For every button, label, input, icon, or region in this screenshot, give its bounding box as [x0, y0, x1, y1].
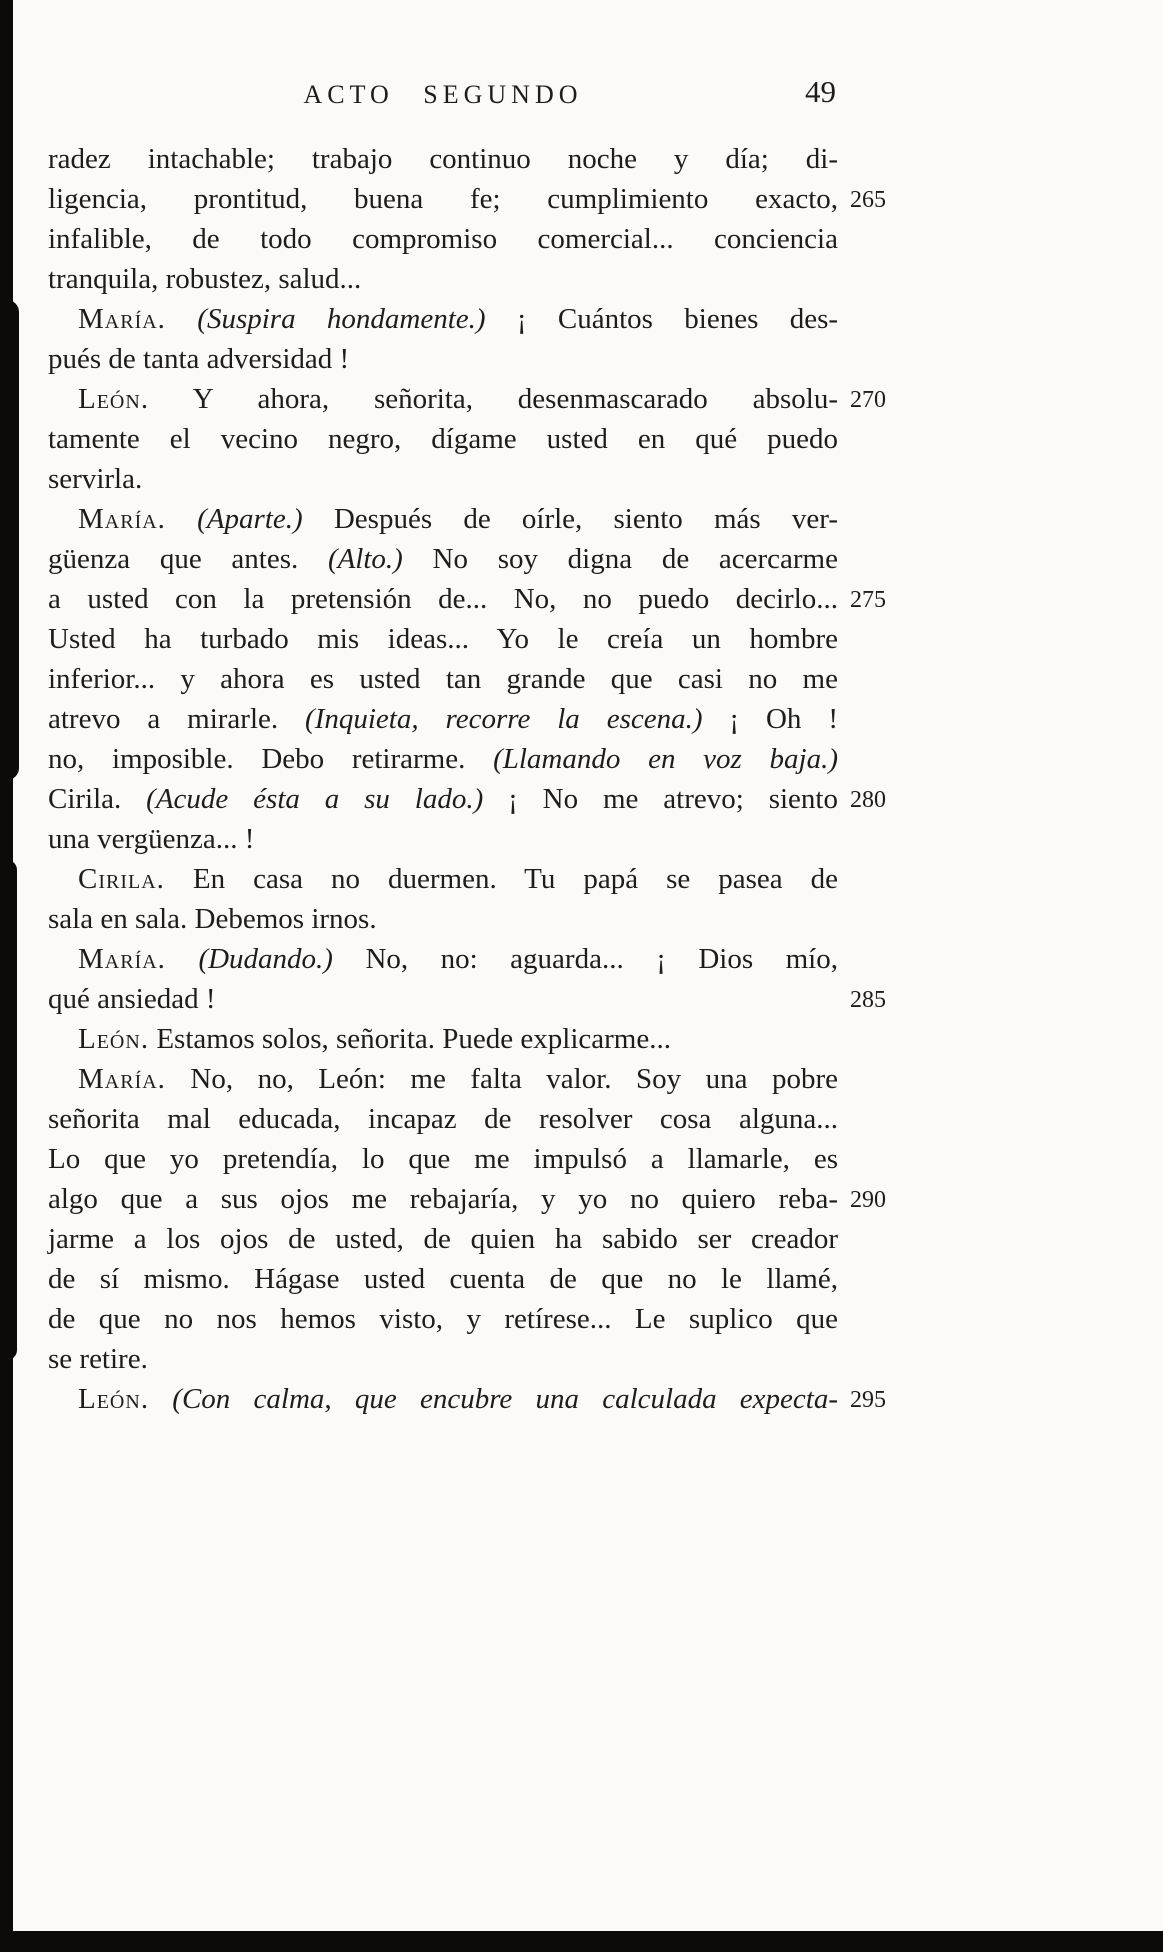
- text-line: [48, 1219, 838, 1259]
- dialogue-text: infalible, de todo compromiso comercial... conciencia: [48, 223, 838, 255]
- speaker-name: María.: [78, 303, 166, 335]
- dialogue-text: radez intachable; trabajo continuo noche y día; di-: [48, 143, 838, 175]
- dialogue-text: Usted ha turbado mis ideas... Yo le creía un hombre: [48, 623, 838, 655]
- verse-number: 275: [850, 587, 886, 613]
- dialogue-text: algo que a sus ojos me rebajaría, y yo no quiero reba-: [48, 1183, 838, 1215]
- dialogue-text: ligencia, prontitud, buena fe; cumplimiento exacto,: [48, 183, 838, 215]
- text-line: [48, 1019, 838, 1059]
- text-line: [48, 1299, 838, 1339]
- text-line: [48, 579, 886, 619]
- dialogue-text: [166, 303, 197, 335]
- stage-direction: (Inquieta, recorre la escena.): [305, 703, 703, 735]
- verse-number: 280: [850, 787, 886, 813]
- stage-direction: (Con calma, que encubre una calculada expecta-: [172, 1383, 838, 1415]
- binding-shadow-blob: [0, 300, 19, 780]
- text-line: [48, 1059, 838, 1099]
- dialogue-text: [166, 943, 199, 975]
- binding-shadow-blob: [0, 60, 10, 240]
- text-line: [48, 619, 838, 659]
- scan-edge-bottom: [0, 1931, 1163, 1952]
- text-line: [48, 779, 886, 819]
- verse-number: 290: [850, 1187, 886, 1213]
- dialogue-text: Lo que yo pretendía, lo que me impulsó a llamarle, es: [48, 1143, 838, 1175]
- dialogue-text: ¡ Cuántos bienes des-: [485, 303, 839, 335]
- text-line: [48, 379, 886, 419]
- play-text: [48, 139, 886, 1419]
- dialogue-text: de que no nos hemos visto, y retírese... Le suplico que: [48, 1303, 838, 1335]
- text-line: [48, 859, 838, 899]
- dialogue-text: una vergüenza... !: [48, 823, 255, 855]
- text-line: [48, 699, 838, 739]
- dialogue-text: Cirila.: [48, 783, 147, 815]
- text-line: [48, 459, 838, 499]
- text-line: [48, 1259, 838, 1299]
- speaker-name: León.: [78, 1023, 150, 1055]
- dialogue-text: tamente el vecino negro, dígame usted en qué puedo: [48, 423, 838, 455]
- text-line: [48, 1099, 838, 1139]
- dialogue-text: se retire.: [48, 1343, 148, 1375]
- dialogue-text: No soy digna de acercarme: [402, 543, 838, 575]
- speaker-name: María.: [78, 503, 166, 535]
- dialogue-text: no, imposible. Debo retirarme.: [48, 743, 494, 775]
- text-line: [48, 1339, 838, 1379]
- dialogue-text: sala en sala. Debemos irnos.: [48, 903, 377, 935]
- stage-direction: (Acude ésta a su lado.): [146, 783, 484, 815]
- stage-direction: (Llamando en voz baja.): [493, 743, 838, 775]
- dialogue-text: inferior... y ahora es usted tan grande que casi no me: [48, 663, 838, 695]
- text-line: [48, 339, 838, 379]
- text-line: [48, 1379, 886, 1419]
- text-line: [48, 139, 838, 179]
- text-line: [48, 899, 838, 939]
- dialogue-text: Estamos solos, señorita. Puede explicarme...: [149, 1023, 671, 1055]
- speaker-name: María.: [78, 943, 166, 975]
- dialogue-text: En casa no duermen. Tu papá se pasea de: [164, 863, 838, 895]
- dialogue-text: servirla.: [48, 463, 143, 495]
- dialogue-text: ¡ Oh !: [702, 703, 839, 735]
- text-line: [48, 739, 838, 779]
- dialogue-text: [149, 1383, 172, 1415]
- text-line: [48, 299, 838, 339]
- stage-direction: (Alto.): [327, 543, 403, 575]
- speaker-name: Cirila.: [78, 863, 165, 895]
- dialogue-text: No, no: aguarda... ¡ Dios mío,: [332, 943, 838, 975]
- dialogue-text: de sí mismo. Hágase usted cuenta de que no le llamé,: [48, 1263, 838, 1295]
- text-line: [48, 179, 886, 219]
- text-line: [48, 659, 838, 699]
- running-header: [48, 76, 838, 116]
- verse-number: 295: [850, 1387, 886, 1413]
- verse-number: 285: [850, 987, 886, 1013]
- dialogue-text: pués de tanta adversidad !: [48, 343, 350, 375]
- act-title: ACTO SEGUNDO: [303, 80, 583, 109]
- dialogue-text: Y ahora, señorita, desenmascarado absolu-: [149, 383, 838, 415]
- dialogue-text: [166, 503, 197, 535]
- dialogue-text: señorita mal educada, incapaz de resolver cosa alguna...: [48, 1103, 838, 1135]
- stage-direction: (Aparte.): [197, 503, 303, 535]
- text-line: [48, 819, 838, 859]
- dialogue-text: güenza que antes.: [48, 543, 328, 575]
- verse-number: 270: [850, 387, 886, 413]
- dialogue-text: jarme a los ojos de usted, de quien ha sabido ser creador: [48, 1223, 838, 1255]
- stage-direction: (Dudando.): [198, 943, 333, 975]
- text-line: [48, 1139, 838, 1179]
- speaker-name: León.: [78, 1383, 150, 1415]
- text-line: [48, 499, 838, 539]
- text-line: [48, 979, 886, 1019]
- binding-shadow-blob: [0, 860, 17, 1360]
- dialogue-text: No, no, León: me falta valor. Soy una pobre: [165, 1063, 838, 1095]
- dialogue-text: a usted con la pretensión de... No, no puedo decirlo...: [48, 583, 838, 615]
- dialogue-text: ¡ No me atrevo; siento: [483, 783, 838, 815]
- stage-direction: (Suspira hondamente.): [197, 303, 486, 335]
- speaker-name: León.: [78, 383, 150, 415]
- speaker-name: María.: [78, 1063, 166, 1095]
- text-line: [48, 419, 838, 459]
- text-line: [48, 539, 838, 579]
- text-line: [48, 219, 838, 259]
- dialogue-text: qué ansiedad !: [48, 983, 216, 1015]
- page-number: 49: [805, 74, 836, 109]
- text-line: [48, 1179, 886, 1219]
- text-line: [48, 939, 838, 979]
- dialogue-text: tranquila, robustez, salud...: [48, 263, 362, 295]
- verse-number: 265: [850, 187, 886, 213]
- dialogue-text: Después de oírle, siento más ver-: [302, 503, 839, 535]
- dialogue-text: atrevo a mirarle.: [48, 703, 306, 735]
- text-line: [48, 259, 838, 299]
